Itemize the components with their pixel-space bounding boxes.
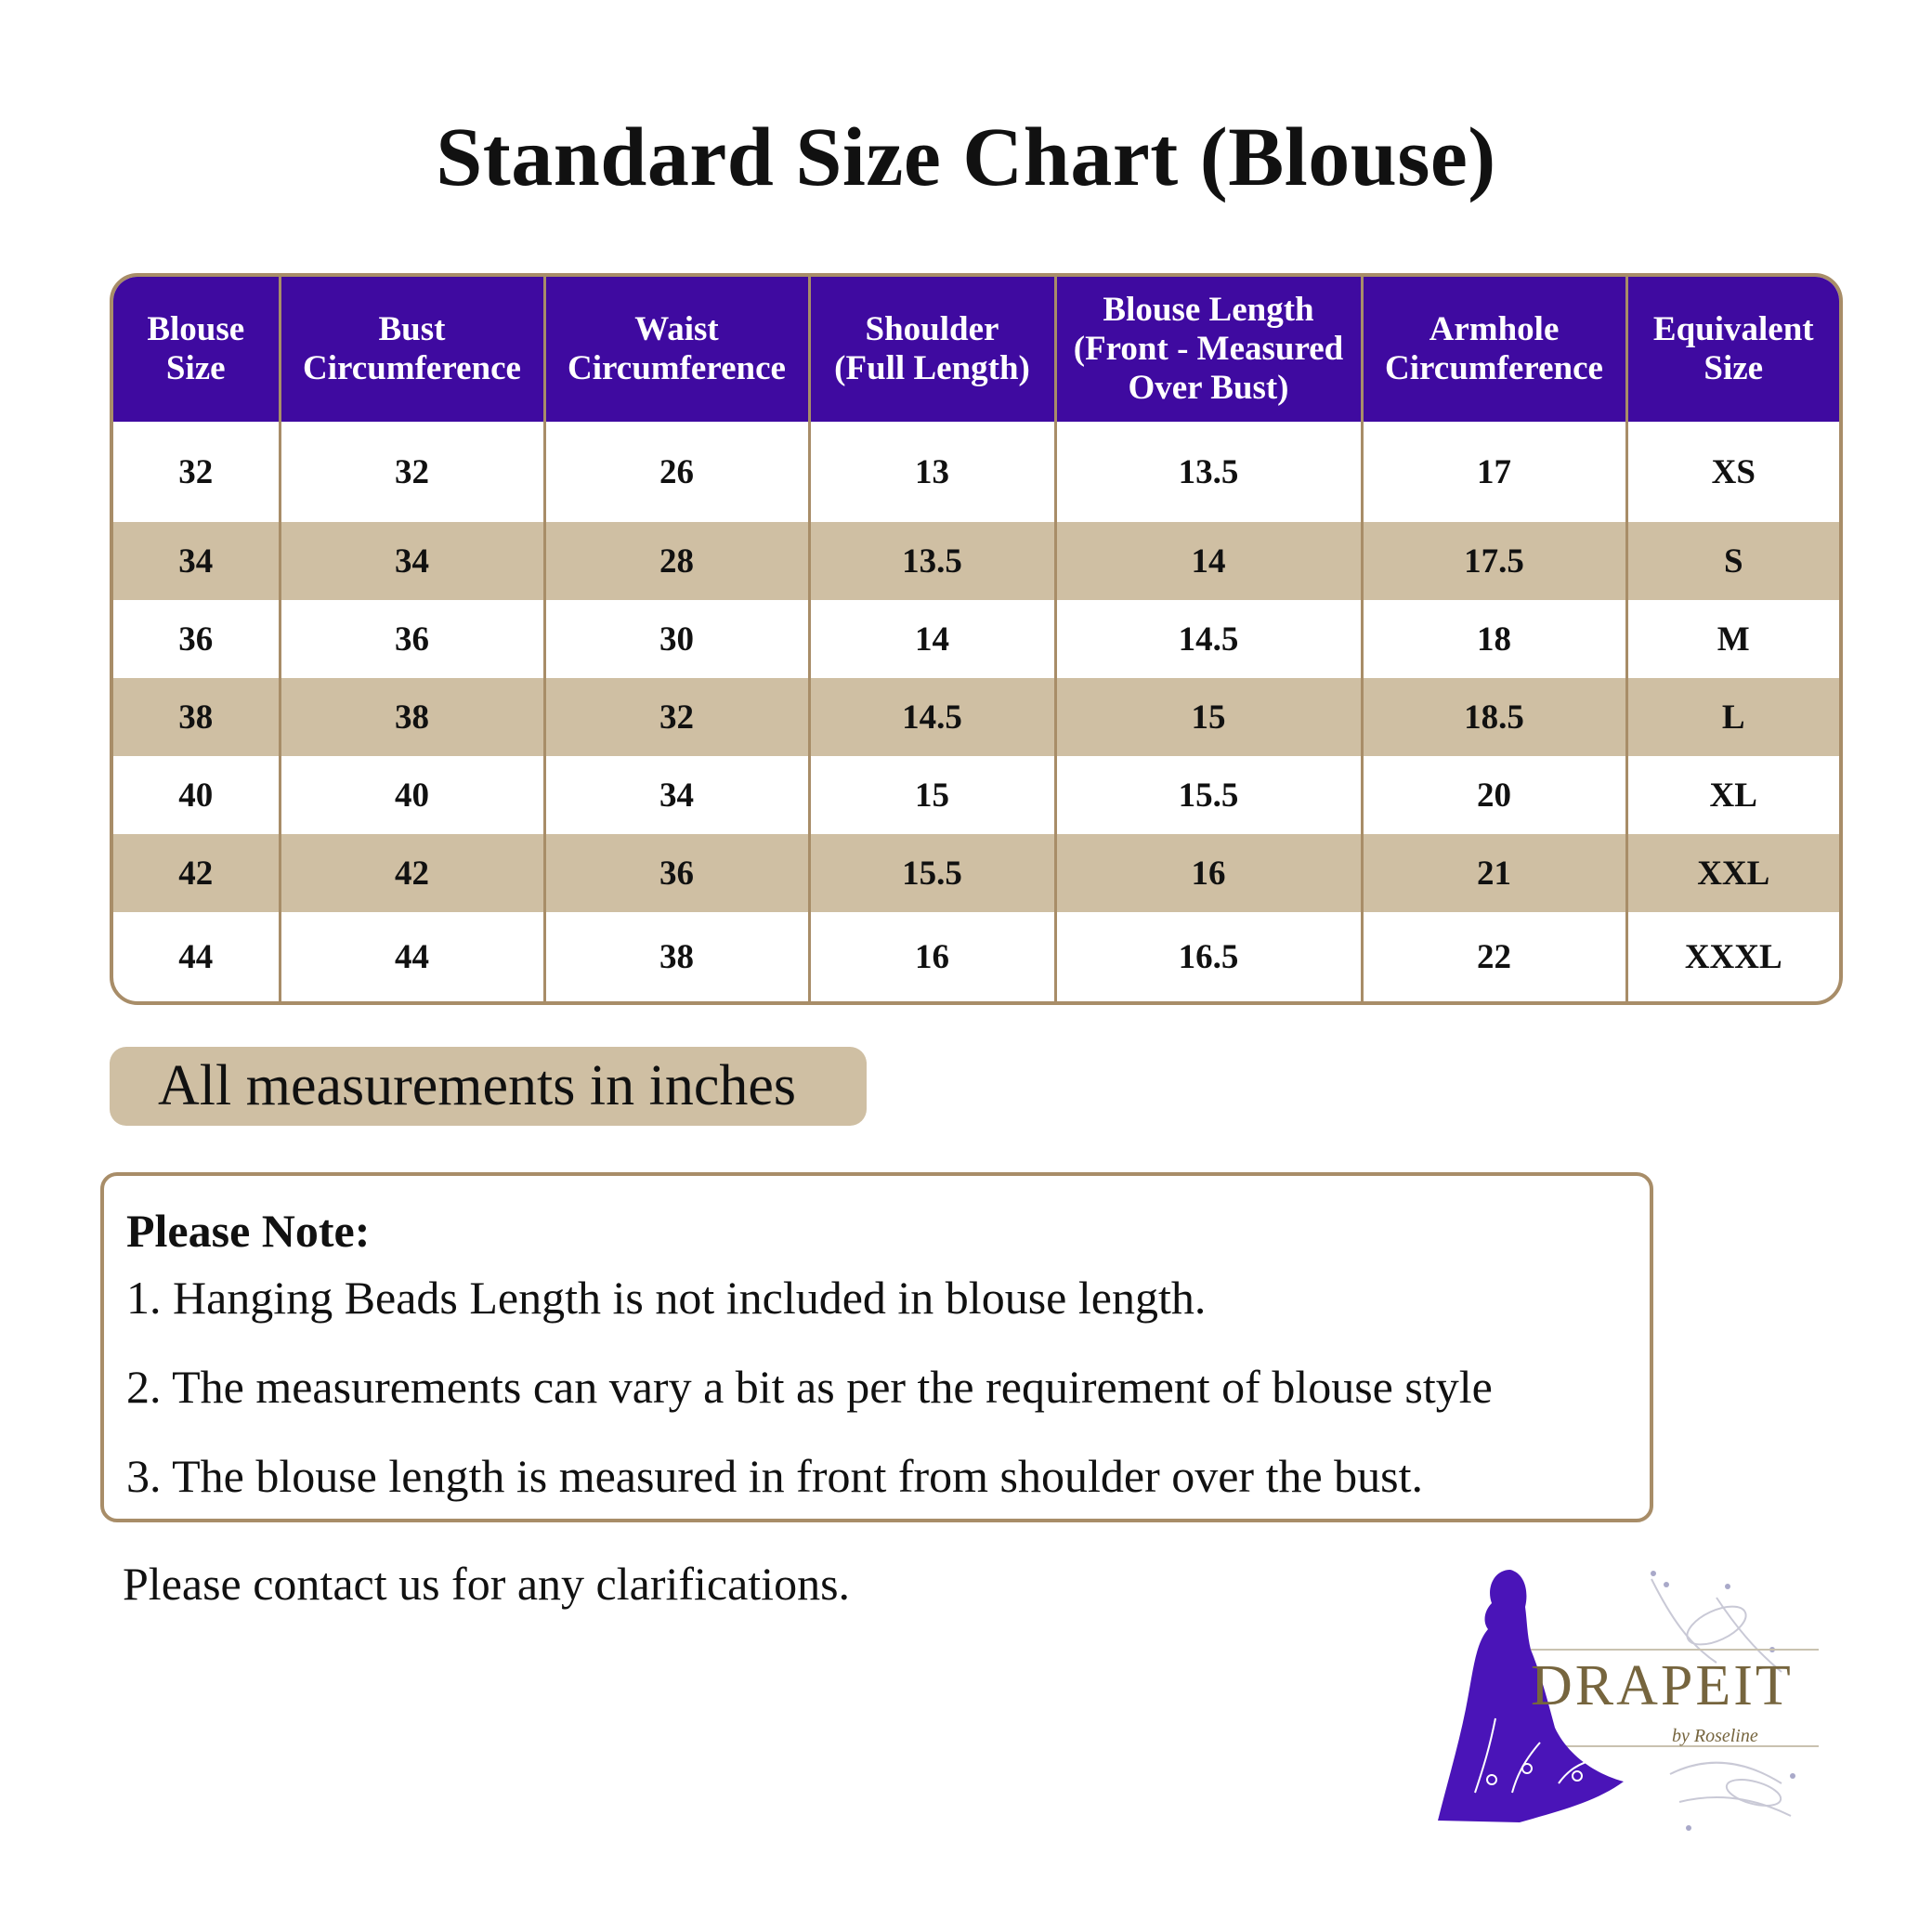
- table-row: [113, 422, 1839, 522]
- header-equivalent-size: Equivalent Size: [1652, 310, 1814, 387]
- header-bust: Bust Circumference: [280, 277, 544, 422]
- table-cell: 16.5: [1055, 912, 1362, 1001]
- table-cell: 36: [280, 600, 544, 678]
- header-row: [113, 277, 1839, 422]
- header-waist: Waist Circumference: [544, 277, 809, 422]
- table-cell: 15.5: [1055, 756, 1362, 834]
- table-cell: 38: [544, 912, 809, 1001]
- table-cell: 21: [1362, 834, 1626, 912]
- table-cell: 44: [113, 912, 280, 1001]
- table-cell: 38: [113, 678, 280, 756]
- table-cell: 44: [280, 912, 544, 1001]
- table-row: [113, 600, 1839, 678]
- table-cell: 14: [809, 600, 1055, 678]
- table-cell: XS: [1711, 452, 1756, 491]
- table-cell: 42: [113, 834, 280, 912]
- table-cell: 28: [544, 522, 809, 600]
- table-row: [113, 678, 1839, 756]
- table-cell: XXXL: [1684, 937, 1782, 976]
- table-cell: 15: [809, 756, 1055, 834]
- note-item: 2. The measurements can vary a bit as per the requirement of blouse style: [126, 1361, 1493, 1413]
- table-cell: 14.5: [1055, 600, 1362, 678]
- table-cell: 13.5: [1055, 422, 1362, 522]
- contact-text: Please contact us for any clarifications.: [123, 1558, 851, 1610]
- notes-heading: Please Note:: [126, 1205, 371, 1257]
- table-cell: 40: [280, 756, 544, 834]
- table-cell: 15: [1055, 678, 1362, 756]
- table-cell: 16: [1055, 834, 1362, 912]
- brand-logo: [1438, 1560, 1828, 1839]
- table-cell: 36: [544, 834, 809, 912]
- table-cell: XXL: [1697, 854, 1770, 893]
- table-row: [113, 834, 1839, 912]
- table-cell: 30: [544, 600, 809, 678]
- table-cell: 34: [544, 756, 809, 834]
- header-blouse-size: Blouse Size: [113, 277, 280, 422]
- table-cell: 32: [544, 678, 809, 756]
- table-cell: 20: [1362, 756, 1626, 834]
- table-cell: 18: [1362, 600, 1626, 678]
- header-shoulder: Shoulder (Full Length): [809, 277, 1055, 422]
- table-row: [113, 912, 1839, 1001]
- table-cell: L: [1721, 698, 1745, 737]
- table-cell: 36: [113, 600, 280, 678]
- table-cell: 26: [544, 422, 809, 522]
- table-row: [113, 522, 1839, 600]
- table-cell: 17: [1362, 422, 1626, 522]
- table-cell: 16: [809, 912, 1055, 1001]
- table-cell: 15.5: [809, 834, 1055, 912]
- brand-name: DRAPEIT: [1531, 1654, 1794, 1717]
- table-cell: S: [1723, 542, 1743, 581]
- table-cell: 14: [1055, 522, 1362, 600]
- page-title: Standard Size Chart (Blouse): [436, 111, 1496, 203]
- table-row: [113, 756, 1839, 834]
- note-item: 3. The blouse length is measured in front from shoulder over the bust.: [126, 1450, 1424, 1502]
- table-cell: XL: [1709, 776, 1757, 815]
- brand-tagline: by Roseline: [1672, 1726, 1758, 1746]
- table-cell: 17.5: [1362, 522, 1626, 600]
- notes-box: [100, 1172, 1653, 1522]
- table-cell: 13.5: [809, 522, 1055, 600]
- table-cell: M: [1717, 620, 1750, 659]
- table-cell: 38: [280, 678, 544, 756]
- units-badge: All measurements in inches: [110, 1047, 867, 1126]
- table-cell: 34: [113, 522, 280, 600]
- table-cell: 32: [280, 422, 544, 522]
- table-cell: 34: [280, 522, 544, 600]
- note-item: 1. Hanging Beads Length is not included in blouse length.: [126, 1272, 1207, 1324]
- size-chart-table: [110, 273, 1843, 1005]
- table-cell: 13: [809, 422, 1055, 522]
- table-cell: 22: [1362, 912, 1626, 1001]
- table-cell: 32: [113, 422, 280, 522]
- table-cell: 18.5: [1362, 678, 1626, 756]
- table-cell: 42: [280, 834, 544, 912]
- table-cell: 14.5: [809, 678, 1055, 756]
- header-armhole: Armhole Circumference: [1362, 277, 1626, 422]
- header-blouse-length: Blouse Length (Front - Measured Over Bust): [1055, 277, 1362, 422]
- table-cell: 40: [113, 756, 280, 834]
